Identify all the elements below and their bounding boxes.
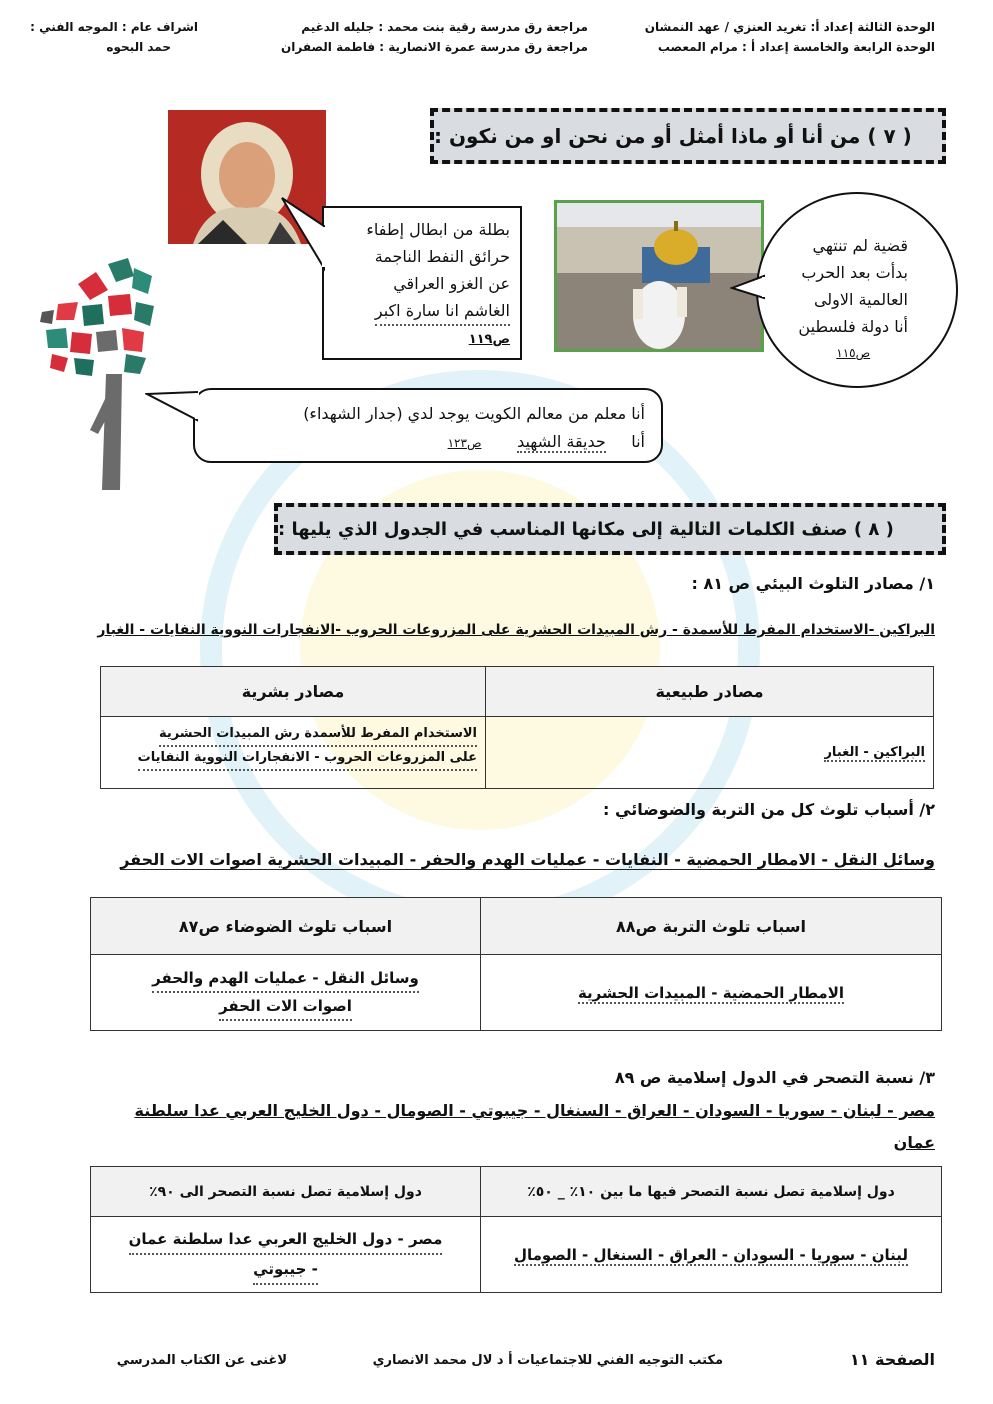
woman-bubble-line: حرائق النفط الناجمة (374, 247, 510, 266)
header-right-line2: الوحدة الرابعة والخامسة إعداد أ : مرام المعصب (657, 40, 935, 54)
s1-heading: ١/ مصادر التلوث البيئي ص ٨١ : (691, 574, 935, 593)
tree-bubble (193, 388, 663, 463)
header-right-line1: الوحدة الثالثة إعداد أ: تغريد العنزي / عهد النمشان (644, 20, 935, 34)
s3-ans-left-line1: مصر - دول الخليج العربي عدا سلطنة عمان (129, 1225, 443, 1255)
s3-col-left: دول إسلامية تصل نسبة التصحر الى ٩٠٪ (91, 1167, 481, 1217)
palestine-bubble-line: قضية لم تنتهي (812, 236, 908, 255)
woman-bubble-answer: الغاشم انا سارة اكبر (375, 297, 510, 326)
s2-words: وسائل النقل - الامطار الحمضية - النفايات - عمليات الهدم والحفر - المبيدات الحشرية اصوات الات الحفر (120, 850, 935, 869)
s1-words: البراكين -الاستخدام المفرط للأسمدة - رش المبيدات الحشرية على المزروعات الحروب -الانفجارات النووية النفايات - الغبار (97, 622, 935, 638)
s2-ans-left-line1: وسائل النقل - عمليات الهدم والحفر (152, 965, 419, 993)
s1-ans-right-text: البراكين - الغبار (824, 745, 925, 760)
s3-heading: ٣/ نسبة التصحر في الدول إسلامية ص ٨٩ (614, 1068, 935, 1087)
s2-col-left: اسباب تلوث الضوضاء ص٨٧ (91, 898, 481, 955)
s1-ans-left-line1: الاستخدام المفرط للأسمدة رش المبيدات الحشرية (159, 723, 477, 747)
s1-col-right: مصادر طبيعية (486, 667, 934, 717)
s2-table (90, 897, 942, 1031)
tree-bubble-line1: أنا معلم من معالم الكويت يوجد لدي (جدار الشهداء) (303, 404, 645, 423)
s1-table (100, 666, 934, 789)
s3-ans-right (481, 1217, 942, 1293)
tree-bubble-tail (145, 388, 205, 428)
palestine-bubble-page: ص١١٥ (836, 346, 871, 360)
s1-col-left: مصادر بشرية (101, 667, 486, 717)
s3-words-line2: عمان (893, 1133, 935, 1152)
q8-title-box (274, 503, 946, 555)
q8-title: ( ٨ ) صنف الكلمات التالية إلى مكانها المناسب في الجدول الذي يليها : (278, 518, 894, 540)
palestine-bubble-line: بدأت بعد الحرب (801, 263, 908, 282)
s1-ans-left-line2: على المزروعات الحروب - الانفجارات النووية النفايات (138, 747, 477, 771)
header-left-line1: اشراف عام : الموجه الفني : (30, 20, 198, 34)
tree-bubble-page: ص١٢٣ (447, 436, 482, 450)
s2-heading: ٢/ أسباب تلوث كل من التربة والضوضائي : (603, 800, 935, 819)
header-mid-line1: مراجعة رق مدرسة رقية بنت محمد : جليله الدغيم (301, 20, 588, 34)
tree-bubble-answer: حديقة الشهيد (517, 432, 606, 451)
woman-bubble-tail (280, 196, 330, 276)
s2-ans-left-line2: اصوات الات الحفر (219, 993, 352, 1021)
header-mid-line2: مراجعة رق مدرسة عمرة الانصارية : فاطمة الصفران (281, 40, 588, 54)
s2-ans-left (91, 955, 481, 1031)
s1-ans-right (486, 717, 934, 789)
s2-col-right: اسباب تلوث التربة ص٨٨ (481, 898, 942, 955)
woman-bubble-page: ص١١٩ (468, 332, 510, 347)
woman-bubble-line: عن الغزو العراقي (393, 274, 510, 293)
header-left-line2: حمد البحوه (106, 40, 171, 54)
woman-bubble-line: بطلة من ابطال إطفاء (366, 220, 510, 239)
footer-office: مكتب التوجيه الفني للاجتماعيات أ د لال محمد الانصاري (372, 1353, 723, 1368)
s3-table (90, 1166, 942, 1293)
s3-ans-left-line2: - جيبوتي (253, 1255, 318, 1285)
q7-title-box (430, 108, 946, 164)
woman-bubble (322, 206, 522, 360)
palestine-bubble-line: العالمية الاولى (813, 290, 908, 309)
q7-title: ( ٧ ) من أنا أو ماذا أمثل أو من نحن او من نكون : (434, 124, 912, 148)
s3-ans-right-text: لبنان - سوريا - السودان - العراق - السنغال - الصومال (513, 1245, 909, 1264)
s3-ans-left (91, 1217, 481, 1293)
tree-logo (38, 254, 158, 490)
s2-ans-right (481, 955, 942, 1031)
s2-ans-right-text: الامطار الحمضية - المبيدات الحشرية (577, 983, 845, 1002)
s3-col-right: دول إسلامية تصل نسبة التصحر فيها ما بين ١٠٪ _ ٥٠٪ (481, 1167, 942, 1217)
footer-page: الصفحة ١١ (849, 1350, 935, 1369)
s1-ans-left (101, 717, 486, 789)
palestine-bubble-tail (730, 272, 770, 302)
tree-bubble-prefix: أنا (631, 432, 645, 451)
palestine-bubble (756, 192, 958, 388)
footer-note: لاغنى عن الكتاب المدرسي (116, 1353, 287, 1368)
s3-words-line1: مصر - لبنان - سوريا - السودان - العراق - السنغال - جيبوتي - الصومال - دول الخليج العربي عدا سلطنة (134, 1101, 935, 1120)
palestine-bubble-answer: أنا دولة فلسطين (798, 317, 908, 336)
